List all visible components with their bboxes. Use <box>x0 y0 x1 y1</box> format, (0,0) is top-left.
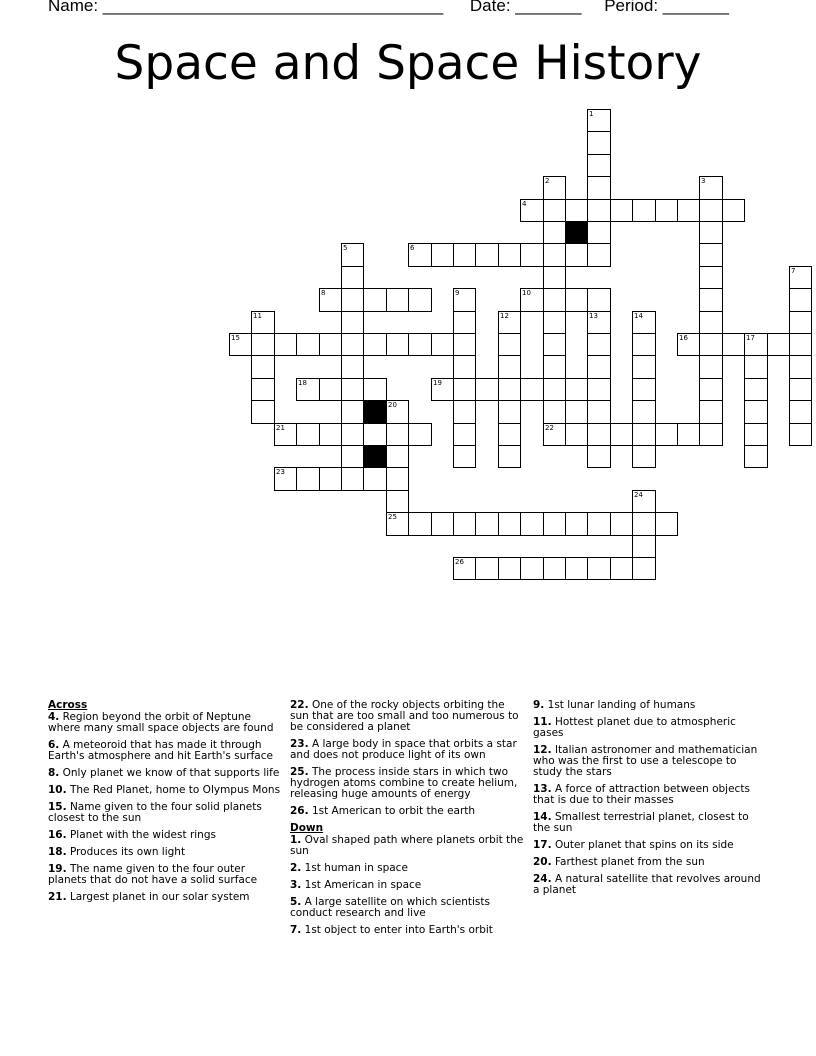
clue-number: 19 <box>433 379 442 387</box>
grid-cell[interactable] <box>789 333 812 356</box>
grid-cell[interactable] <box>722 199 745 222</box>
grid-cell[interactable] <box>610 512 633 536</box>
grid-cell[interactable] <box>587 378 611 401</box>
grid-cell[interactable] <box>699 333 723 356</box>
grid-cell[interactable] <box>408 512 432 536</box>
clue-item <box>290 925 526 936</box>
clue-number: 23 <box>276 468 285 476</box>
section-heading-down: Down <box>290 822 324 834</box>
grid-cell[interactable] <box>789 378 812 401</box>
grid-cell[interactable] <box>363 288 387 312</box>
grid-cell[interactable] <box>565 288 588 312</box>
grid-cell[interactable] <box>453 311 476 334</box>
clue-item <box>48 768 283 779</box>
clue-item-text: Region beyond the orbit of Neptune where many small space objects are found <box>48 711 274 734</box>
grid-cell[interactable] <box>587 154 611 177</box>
clue-number: 5 <box>343 244 348 252</box>
grid-cell[interactable] <box>565 378 588 401</box>
clue-item <box>290 806 526 817</box>
grid-cell[interactable] <box>296 333 320 356</box>
clue-item <box>533 812 768 834</box>
grid-cell[interactable] <box>699 243 723 267</box>
grid-cell[interactable] <box>431 243 454 267</box>
grid-cell[interactable] <box>789 423 812 446</box>
grid-cell[interactable] <box>632 400 656 424</box>
clue-number: 4 <box>522 200 527 208</box>
clue-item-text: 1st object to enter into Earth's orbit <box>301 924 493 936</box>
grid-cell[interactable] <box>655 423 678 446</box>
grid-cell[interactable] <box>341 288 364 312</box>
grid-cell[interactable] <box>431 333 454 356</box>
grid-cell[interactable] <box>319 467 342 491</box>
clue-item-number: 22. <box>290 699 309 711</box>
clue-item-number: 8. <box>48 767 60 779</box>
date-field[interactable]: Date: _______ <box>469 0 582 15</box>
clue-number: 21 <box>276 424 285 432</box>
clues-column-2 <box>290 700 526 942</box>
clue-item <box>533 745 768 778</box>
grid-cell[interactable] <box>386 467 409 491</box>
grid-cell[interactable] <box>632 333 656 356</box>
grid-cell[interactable] <box>789 288 812 312</box>
clue-item <box>533 857 768 868</box>
clue-number: 17 <box>746 334 755 342</box>
grid-cell[interactable] <box>475 512 499 536</box>
grid-cell[interactable] <box>498 243 521 267</box>
puzzle-title: Space and Space History <box>114 36 702 91</box>
grid-cell[interactable] <box>453 378 476 401</box>
clue-item <box>290 897 526 919</box>
clue-item-number: 4. <box>48 711 60 723</box>
grid-cell[interactable] <box>587 557 611 580</box>
clue-item-number: 9. <box>533 699 545 711</box>
clue-number: 25 <box>388 513 397 521</box>
clue-number: 22 <box>545 424 554 432</box>
grid-cell[interactable] <box>699 199 723 222</box>
clue-item-text: Outer planet that spins on its side <box>551 839 734 851</box>
grid-cell[interactable] <box>744 400 768 424</box>
grid-cell[interactable] <box>610 423 633 446</box>
grid-cell[interactable] <box>610 557 633 580</box>
grid-cell[interactable] <box>543 288 566 312</box>
grid-cell[interactable] <box>498 400 521 424</box>
grid-cell[interactable] <box>386 445 409 468</box>
clue-item <box>48 802 283 824</box>
clue-item-number: 5. <box>290 896 302 908</box>
grid-cell[interactable] <box>475 557 499 580</box>
grid-cell[interactable] <box>699 311 723 334</box>
grid-cell[interactable] <box>498 512 521 536</box>
clues-column-1 <box>48 700 283 909</box>
grid-cell[interactable] <box>543 512 566 536</box>
section-heading-across: Across <box>48 699 88 711</box>
grid-cell[interactable] <box>543 311 566 334</box>
grid-cell[interactable] <box>498 445 521 468</box>
grid-cell[interactable] <box>587 221 611 244</box>
clue-number: 3 <box>701 177 706 185</box>
grid-cell[interactable] <box>587 423 611 446</box>
clues-column-3 <box>533 700 768 902</box>
grid-cell[interactable] <box>431 512 454 536</box>
clue-item-text: 1st human in space <box>301 862 408 874</box>
grid-cell[interactable] <box>453 400 476 424</box>
grid-cell[interactable] <box>251 355 275 379</box>
grid-cell[interactable] <box>632 355 656 379</box>
clue-item <box>290 835 526 857</box>
clue-number: 9 <box>455 289 460 297</box>
grid-cell[interactable] <box>587 512 611 536</box>
clue-number: 1 <box>589 110 594 118</box>
clue-item <box>290 863 526 874</box>
grid-cell[interactable] <box>789 400 812 424</box>
grid-cell[interactable] <box>543 333 566 356</box>
grid-cell[interactable] <box>744 423 768 446</box>
clue-item-number: 16. <box>48 829 67 841</box>
grid-cell[interactable] <box>341 445 364 468</box>
clue-number: 14 <box>634 312 643 320</box>
grid-cell[interactable] <box>341 400 364 424</box>
grid-cell[interactable] <box>319 423 342 446</box>
clue-item-text: 1st American in space <box>301 879 422 891</box>
clue-number: 13 <box>589 312 598 320</box>
clue-item <box>48 864 283 886</box>
clue-item <box>533 717 768 739</box>
clue-number: 11 <box>253 312 262 320</box>
grid-cell[interactable] <box>677 199 700 222</box>
grid-cell[interactable] <box>498 333 521 356</box>
grid-cell[interactable] <box>587 445 611 468</box>
clue-item-text: Largest planet in our solar system <box>66 891 250 903</box>
grid-cell[interactable] <box>520 378 544 401</box>
clue-item <box>48 712 283 734</box>
grid-cell[interactable] <box>587 176 611 200</box>
grid-cell[interactable] <box>699 378 723 401</box>
clue-number: 12 <box>500 312 509 320</box>
grid-cell[interactable] <box>543 400 566 424</box>
grid-cell[interactable] <box>565 512 588 536</box>
black-square <box>363 400 387 424</box>
clue-item-number: 3. <box>290 879 302 891</box>
grid-cell[interactable] <box>744 378 768 401</box>
grid-cell[interactable] <box>722 333 745 356</box>
clue-item <box>48 847 283 858</box>
clue-number: 2 <box>545 177 550 185</box>
grid-cell[interactable] <box>341 311 364 334</box>
clue-item-text: A large satellite on which scientists conduct research and live <box>290 896 490 919</box>
clue-number: 20 <box>388 401 397 409</box>
grid-cell[interactable] <box>498 355 521 379</box>
clue-item-text: Name given to the four solid planets closest to the sun <box>48 801 262 824</box>
clue-item-text: The name given to the four outer planets that do not have a solid surface <box>48 863 258 886</box>
grid-cell[interactable] <box>341 378 364 401</box>
grid-cell[interactable] <box>453 423 476 446</box>
grid-cell[interactable] <box>565 423 588 446</box>
clue-item-number: 19. <box>48 863 67 875</box>
clue-item-text: Smallest terrestrial planet, closest to the sun <box>533 811 749 834</box>
grid-cell[interactable] <box>543 266 566 289</box>
grid-cell[interactable] <box>632 445 656 468</box>
grid-cell[interactable] <box>453 243 476 267</box>
clue-item-number: 12. <box>533 744 552 756</box>
clue-item-number: 25. <box>290 766 309 778</box>
clue-item-number: 17. <box>533 839 552 851</box>
period-field[interactable]: Period: _______ <box>604 0 729 15</box>
grid-cell[interactable] <box>632 423 656 446</box>
grid-cell[interactable] <box>520 557 544 580</box>
clue-item-number: 6. <box>48 739 60 751</box>
grid-cell[interactable] <box>296 467 320 491</box>
clue-item <box>290 880 526 891</box>
grid-cell[interactable] <box>319 378 342 401</box>
grid-cell[interactable] <box>587 355 611 379</box>
grid-cell[interactable] <box>386 333 409 356</box>
grid-cell[interactable] <box>632 535 656 558</box>
clue-item <box>290 739 526 761</box>
clue-item-number: 11. <box>533 716 552 728</box>
clue-item-text: The process inside stars in which two hydrogen atoms combine to create helium, releasing huge amounts of energy <box>290 766 518 800</box>
clue-item-text: Only planet we know of that supports life <box>59 767 280 779</box>
grid-cell[interactable] <box>341 467 364 491</box>
grid-cell[interactable] <box>498 423 521 446</box>
clue-item <box>48 830 283 841</box>
clue-item-text: 1st American to orbit the earth <box>308 805 476 817</box>
clue-item <box>533 784 768 806</box>
grid-cell[interactable] <box>453 333 476 356</box>
grid-cell[interactable] <box>543 378 566 401</box>
grid-cell[interactable] <box>363 467 387 491</box>
clue-item-text: A meteoroid that has made it through Earth's atmosphere and hit Earth's surface <box>48 739 273 762</box>
clue-number: 24 <box>634 491 643 499</box>
clue-item-text: Produces its own light <box>66 846 186 858</box>
grid-cell[interactable] <box>475 243 499 267</box>
grid-cell[interactable] <box>251 378 275 401</box>
clue-number: 16 <box>679 334 688 342</box>
clue-item <box>290 700 526 733</box>
grid-cell[interactable] <box>699 266 723 289</box>
black-square <box>565 221 588 244</box>
grid-cell[interactable] <box>699 288 723 312</box>
clue-number: 15 <box>231 334 240 342</box>
grid-cell[interactable] <box>699 423 723 446</box>
clue-item <box>48 892 283 903</box>
grid-cell[interactable] <box>543 221 566 244</box>
grid-cell[interactable] <box>341 266 364 289</box>
clue-item-number: 24. <box>533 873 552 885</box>
grid-cell[interactable] <box>543 557 566 580</box>
grid-cell[interactable] <box>363 378 387 401</box>
grid-cell[interactable] <box>520 243 544 267</box>
grid-cell[interactable] <box>363 423 387 446</box>
clue-item-text: Hottest planet due to atmospheric gases <box>533 716 736 739</box>
grid-cell[interactable] <box>386 490 409 513</box>
grid-cell[interactable] <box>274 333 297 356</box>
clue-number: 8 <box>321 289 326 297</box>
clue-item-number: 21. <box>48 891 67 903</box>
grid-cell[interactable] <box>587 333 611 356</box>
clue-item-text: Planet with the widest rings <box>66 829 216 841</box>
grid-cell[interactable] <box>319 333 342 356</box>
grid-cell[interactable] <box>341 355 364 379</box>
grid-cell[interactable] <box>498 557 521 580</box>
clue-item <box>533 840 768 851</box>
clue-number: 18 <box>298 379 307 387</box>
grid-cell[interactable] <box>520 512 544 536</box>
grid-cell[interactable] <box>341 333 364 356</box>
grid-cell[interactable] <box>453 445 476 468</box>
clue-item-number: 13. <box>533 783 552 795</box>
clue-item-number: 18. <box>48 846 67 858</box>
clue-item-number: 10. <box>48 784 67 796</box>
clue-item-text: A force of attraction between objects that is due to their masses <box>533 783 750 806</box>
grid-cell[interactable] <box>587 199 611 222</box>
clue-item-number: 14. <box>533 811 552 823</box>
clue-number: 6 <box>410 244 415 252</box>
grid-cell[interactable] <box>408 423 432 446</box>
grid-cell[interactable] <box>767 333 790 356</box>
grid-cell[interactable] <box>655 199 678 222</box>
clue-item <box>533 700 768 711</box>
grid-cell[interactable] <box>453 512 476 536</box>
grid-cell[interactable] <box>699 355 723 379</box>
clue-item <box>48 740 283 762</box>
grid-cell[interactable] <box>587 400 611 424</box>
grid-cell[interactable] <box>543 355 566 379</box>
grid-cell[interactable] <box>789 311 812 334</box>
grid-cell[interactable] <box>543 199 566 222</box>
grid-cell[interactable] <box>789 355 812 379</box>
clue-number: 7 <box>791 267 796 275</box>
clue-item-number: 2. <box>290 862 302 874</box>
grid-cell[interactable] <box>610 199 633 222</box>
grid-cell[interactable] <box>363 333 387 356</box>
clue-item <box>290 767 526 800</box>
grid-cell[interactable] <box>543 243 566 267</box>
clue-item-text: A natural satellite that revolves around a planet <box>533 873 761 896</box>
clue-item-text: One of the rocky objects orbiting the sun that are too small and too numerous to be considered a planet <box>290 699 519 733</box>
clue-item-text: 1st lunar landing of humans <box>544 699 696 711</box>
grid-cell[interactable] <box>632 378 656 401</box>
black-square <box>363 445 387 468</box>
grid-cell[interactable] <box>341 423 364 446</box>
clue-item <box>48 785 283 796</box>
grid-cell[interactable] <box>386 288 409 312</box>
grid-cell[interactable] <box>565 199 588 222</box>
grid-cell[interactable] <box>251 400 275 424</box>
grid-cell[interactable] <box>677 423 700 446</box>
clue-item-text: A large body in space that orbits a star and does not produce light of its own <box>290 738 517 761</box>
grid-cell[interactable] <box>453 355 476 379</box>
name-field[interactable]: Name: ____________________________________ <box>48 0 444 15</box>
grid-cell[interactable] <box>565 243 588 267</box>
grid-cell[interactable] <box>587 288 611 312</box>
grid-cell[interactable] <box>498 378 521 401</box>
grid-cell[interactable] <box>632 512 656 536</box>
grid-cell[interactable] <box>251 333 275 356</box>
grid-cell[interactable] <box>296 423 320 446</box>
grid-cell[interactable] <box>408 288 432 312</box>
grid-cell[interactable] <box>565 557 588 580</box>
clue-number: 10 <box>522 289 531 297</box>
clue-item-number: 23. <box>290 738 309 750</box>
clue-item-text: Oval shaped path where planets orbit the sun <box>290 834 524 857</box>
clue-item-text: Farthest planet from the sun <box>551 856 705 868</box>
clue-item-number: 15. <box>48 801 67 813</box>
clue-item-number: 26. <box>290 805 309 817</box>
grid-cell[interactable] <box>632 199 656 222</box>
clue-item-number: 1. <box>290 834 302 846</box>
grid-cell[interactable] <box>744 355 768 379</box>
clue-item-number: 7. <box>290 924 302 936</box>
grid-cell[interactable] <box>699 221 723 244</box>
grid-cell[interactable] <box>587 131 611 155</box>
grid-cell[interactable] <box>699 400 723 424</box>
clue-item-text: Italian astronomer and mathematician who was the first to use a telescope to study the stars <box>533 744 758 778</box>
grid-cell[interactable] <box>744 445 768 468</box>
clue-item <box>533 874 768 896</box>
clue-item-number: 20. <box>533 856 552 868</box>
grid-cell[interactable] <box>386 423 409 446</box>
clue-item-text: The Red Planet, home to Olympus Mons <box>66 784 281 796</box>
clue-number: 26 <box>455 558 464 566</box>
grid-cell[interactable] <box>587 243 611 267</box>
grid-cell[interactable] <box>475 378 499 401</box>
grid-cell[interactable] <box>632 557 656 580</box>
grid-cell[interactable] <box>408 333 432 356</box>
grid-cell[interactable] <box>655 512 678 536</box>
